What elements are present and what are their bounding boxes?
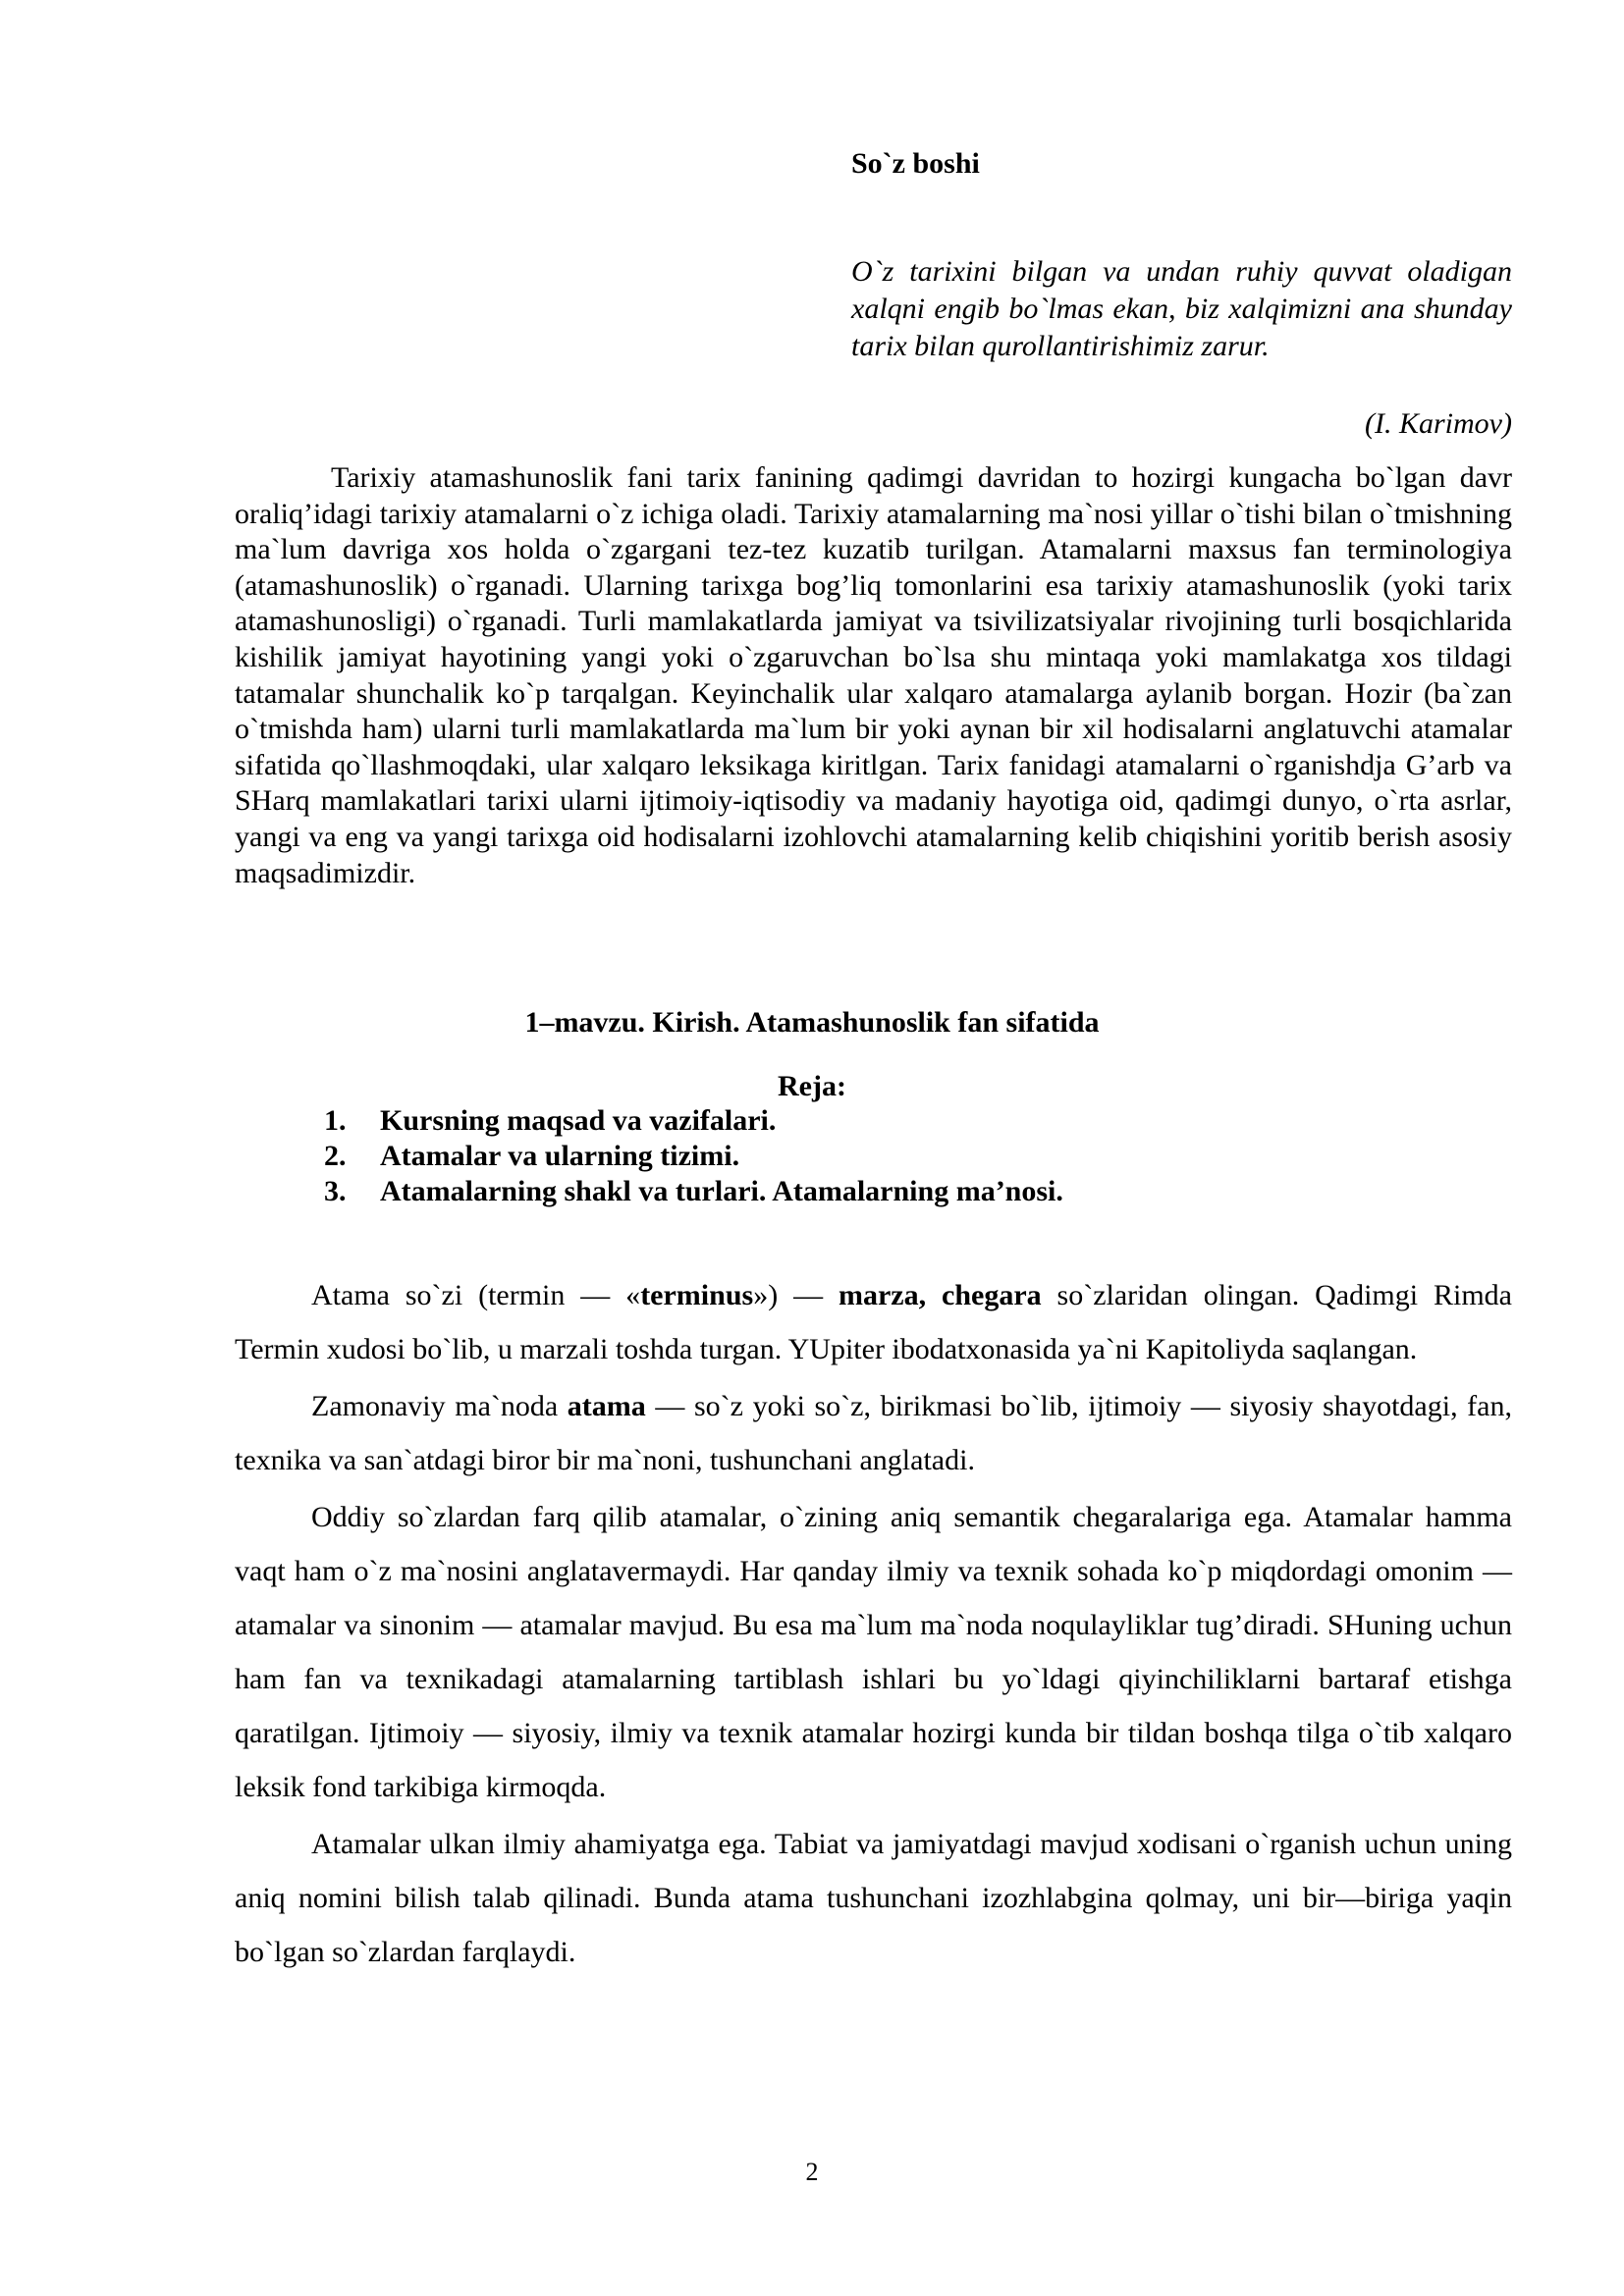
plan-item [324,1174,1063,1209]
plan-item-number: 3. [324,1175,347,1207]
text-run: so`zlaridan olingan. Qadimgi Rimda Termin xudosi bo`lib, u marzali toshda turgan. YUpiter ibodatxonasida ya`ni Kapitoliyda saqlangan. [235,1279,1512,1365]
intro-paragraph: Tarixiy atamashunoslik fani tarix fanining qadimgi davridan to hozirgi kungacha bo`lgan davr oraliq’idagi tarixiy atamalarni o`z ichiga oladi. Tarixiy atamalarning ma`nosi yillar o`tishi bilan o`tmishning ma`lum davriga xos holda o`zgargani tez-tez kuzatib turilgan. Atamalarni maxsus fan terminologiya (atamashunoslik) o`rganadi. Ularning tarixga bog’liq tomonlarini esa tarixiy atamashunoslik (yoki tarix atamashunosligi) o`rganadi. Turli mamlakatlarda jamiyat va tsivilizatsiyalar rivojining turli bosqichlarida kishilik jamiyat hayotining yangi yoki o`zgaruvchan bo`lsa shu mintaqa yoki mamlakatga xos tildagi tatamalar shunchalik ko`p tarqalgan. Keyinchalik ular xalqaro atamalarga aylanib borgan. Hozir (ba`zan o`tmishda ham) ularni turli mamlakatlarda ma`lum bir yoki aynan bir xil hodisalarni anglatuvchi atamalar sifatida qo`llashmoqdaki, ular xalqaro leksikaga kiritlgan. Tarix fanidagi atamalarni o`rganishdja G’arb va SHarq mamlakatlari tarixi ularni ijtimoiy-iqtisodiy va madaniy hayotiga oid, qadimgi dunyo, o`rta asrlar, yangi va eng va yangi tarixga oid hodisalarni izohlovchi atamalarning kelib chiqishini yoritib berish asosiy maqsadimizdir. [235,461,1512,889]
plan-item-text: Atamalarning shakl va turlari. Atamalarning ma’nosi. [380,1175,1063,1207]
body-paragraph-3: Oddiy so`zlardan farq qilib atamalar, o`zining aniq semantik chegaralariga ega. Atamalar hamma vaqt ham o`z ma`nosini anglatavermaydi. Har qanday ilmiy va texnik sohada ko`p miqdordagi omonim — atamalar va sinonim — atamalar mavjud. Bu esa ma`lum ma`noda noqulayliklar tug’diradi. SHuning uchun ham fan va texnikadagi atamalarning tartiblash ishlari bu yo`ldagi qiyinchiliklarni bartaraf etishga qaratilgan. Ijtimoiy — siyosiy, ilmiy va texnik atamalar hozirgi kunda bir tildan boshqa tilga o`tib xalqaro leksik fond tarkibiga kirmoqda. [235,1501,1512,1803]
body-paragraph-2 [235,1379,1512,1487]
topic-title: 1–mavzu. Kirish. Atamashunoslik fan sifatida [524,1006,1100,1039]
plan-item [324,1103,1063,1139]
preface-heading: So`z boshi [851,147,980,180]
plan-item-number: 1. [324,1104,347,1137]
plan-item [324,1139,1063,1174]
body-text [235,1268,1512,1982]
term-meaning: marza, chegara [838,1279,1042,1311]
plan-title: Reja: [778,1070,846,1102]
page-number: 2 [805,2158,819,2186]
epigraph-text: O`z tarixini bilgan va undan ruhiy quvvat oladigan xalqni engib bo`lmas ekan, biz xalqimizni ana shunday tarix bilan qurollantirishimiz zarur. [851,255,1512,362]
body-paragraph-1 [235,1268,1512,1376]
plan-item-text: Kursning maqsad va vazifalari. [380,1104,777,1137]
term-latin: terminus [640,1279,754,1311]
text-run: Zamonaviy ma`noda [311,1390,568,1422]
plan-list [324,1103,1063,1209]
body-paragraph-4: Atamalar ulkan ilmiy ahamiyatga ega. Tabiat va jamiyatdagi mavjud xodisani o`rganish uchun uning aniq nomini bilish talab qilinadi. Bunda atama tushunchani izozhlabgina qolmay, uni bir—biriga yaqin bo`lgan so`zlardan farqlaydi. [235,1828,1512,1968]
text-run: ») — [753,1279,839,1311]
plan-item-number: 2. [324,1140,347,1172]
term-atama: atama [567,1390,646,1422]
text-run: Atama so`zi (termin — « [311,1279,641,1311]
plan-item-text: Atamalar va ularning tizimi. [380,1140,740,1172]
text-run: — so`z yoki so`z, birikmasi bo`lib, ijtimoiy — siyosiy shayotdagi, fan, texnika va san`atdagi biror bir ma`noni, tushunchani anglatadi. [235,1390,1512,1476]
epigraph-author: (I. Karimov) [1365,407,1512,440]
